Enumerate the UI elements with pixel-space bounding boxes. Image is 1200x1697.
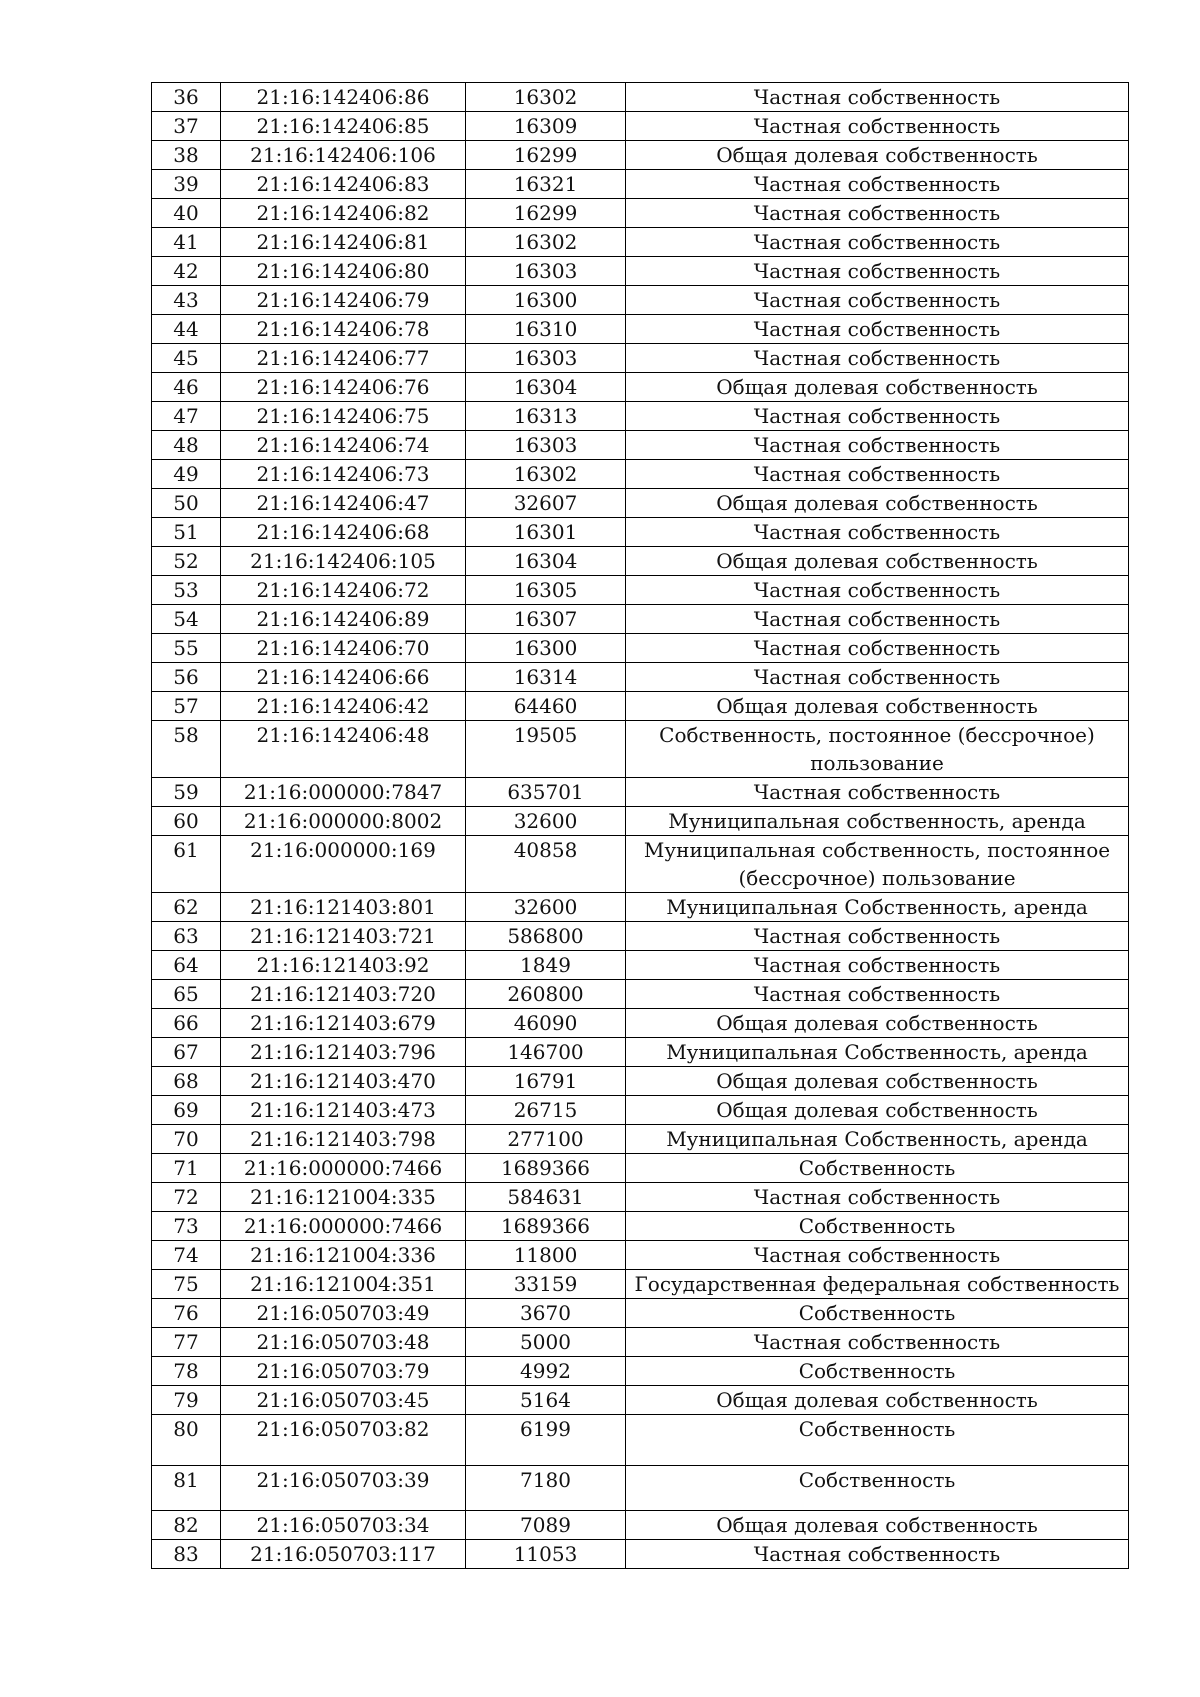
row-number-cell: 46: [152, 373, 221, 402]
cadastral-number-cell: 21:16:142406:83: [221, 170, 466, 199]
table-row: [152, 951, 1129, 980]
area-cell: 1689366: [466, 1154, 626, 1183]
area-cell: 16305: [466, 576, 626, 605]
right-type-cell: Частная собственность: [626, 1183, 1129, 1212]
area-cell: 40858: [466, 836, 626, 893]
right-type-cell: Частная собственность: [626, 315, 1129, 344]
right-type-cell: Собственность: [626, 1299, 1129, 1328]
cadastral-number-cell: 21:16:142406:70: [221, 634, 466, 663]
right-type-cell: Собственность, постоянное (бессрочное) пользование: [626, 721, 1129, 778]
row-number-cell: 42: [152, 257, 221, 286]
land-plots-table: [151, 82, 1129, 1569]
area-cell: 32607: [466, 489, 626, 518]
table-row: [152, 83, 1129, 112]
right-type-cell: Частная собственность: [626, 199, 1129, 228]
row-number-cell: 74: [152, 1241, 221, 1270]
row-number-cell: 61: [152, 836, 221, 893]
row-number-cell: 50: [152, 489, 221, 518]
table-row: [152, 1270, 1129, 1299]
cadastral-number-cell: 21:16:142406:68: [221, 518, 466, 547]
area-cell: 16302: [466, 83, 626, 112]
table-row: [152, 1415, 1129, 1466]
cadastral-number-cell: 21:16:142406:89: [221, 605, 466, 634]
cadastral-number-cell: 21:16:050703:34: [221, 1511, 466, 1540]
right-type-cell: Собственность: [626, 1466, 1129, 1511]
area-cell: 16307: [466, 605, 626, 634]
row-number-cell: 69: [152, 1096, 221, 1125]
row-number-cell: 43: [152, 286, 221, 315]
table-row: [152, 257, 1129, 286]
cadastral-number-cell: 21:16:121403:801: [221, 893, 466, 922]
area-cell: 16313: [466, 402, 626, 431]
cadastral-number-cell: 21:16:000000:7466: [221, 1212, 466, 1241]
area-cell: 16314: [466, 663, 626, 692]
area-cell: 16302: [466, 228, 626, 257]
cadastral-number-cell: 21:16:142406:76: [221, 373, 466, 402]
area-cell: 16304: [466, 373, 626, 402]
area-cell: 32600: [466, 807, 626, 836]
row-number-cell: 52: [152, 547, 221, 576]
cadastral-number-cell: 21:16:142406:78: [221, 315, 466, 344]
area-cell: 16300: [466, 286, 626, 315]
table-row: [152, 460, 1129, 489]
cadastral-number-cell: 21:16:142406:47: [221, 489, 466, 518]
table-row: [152, 1386, 1129, 1415]
cadastral-number-cell: 21:16:142406:74: [221, 431, 466, 460]
table-row: [152, 518, 1129, 547]
row-number-cell: 75: [152, 1270, 221, 1299]
area-cell: 260800: [466, 980, 626, 1009]
row-number-cell: 77: [152, 1328, 221, 1357]
right-type-cell: Собственность: [626, 1212, 1129, 1241]
table-row: [152, 286, 1129, 315]
area-cell: 16303: [466, 431, 626, 460]
right-type-cell: Собственность: [626, 1415, 1129, 1466]
right-type-cell: Частная собственность: [626, 431, 1129, 460]
cadastral-number-cell: 21:16:142406:105: [221, 547, 466, 576]
right-type-cell: Частная собственность: [626, 257, 1129, 286]
cadastral-number-cell: 21:16:142406:86: [221, 83, 466, 112]
area-cell: 32600: [466, 893, 626, 922]
row-number-cell: 63: [152, 922, 221, 951]
table-row: [152, 922, 1129, 951]
area-cell: 584631: [466, 1183, 626, 1212]
right-type-cell: Общая долевая собственность: [626, 1386, 1129, 1415]
row-number-cell: 79: [152, 1386, 221, 1415]
table-row: [152, 344, 1129, 373]
cadastral-number-cell: 21:16:142406:106: [221, 141, 466, 170]
table-row: [152, 170, 1129, 199]
table-row: [152, 1067, 1129, 1096]
table-row: [152, 373, 1129, 402]
table-row: [152, 112, 1129, 141]
area-cell: 7089: [466, 1511, 626, 1540]
table-row: [152, 315, 1129, 344]
cadastral-number-cell: 21:16:050703:117: [221, 1540, 466, 1569]
cadastral-number-cell: 21:16:121403:798: [221, 1125, 466, 1154]
row-number-cell: 56: [152, 663, 221, 692]
right-type-cell: Частная собственность: [626, 1540, 1129, 1569]
cadastral-number-cell: 21:16:142406:66: [221, 663, 466, 692]
area-cell: 16299: [466, 199, 626, 228]
table-row: [152, 1183, 1129, 1212]
area-cell: 1689366: [466, 1212, 626, 1241]
cadastral-number-cell: 21:16:142406:48: [221, 721, 466, 778]
right-type-cell: Частная собственность: [626, 83, 1129, 112]
right-type-cell: Частная собственность: [626, 228, 1129, 257]
row-number-cell: 40: [152, 199, 221, 228]
cadastral-number-cell: 21:16:142406:77: [221, 344, 466, 373]
row-number-cell: 73: [152, 1212, 221, 1241]
row-number-cell: 36: [152, 83, 221, 112]
right-type-cell: Частная собственность: [626, 576, 1129, 605]
table-row: [152, 836, 1129, 893]
area-cell: 16304: [466, 547, 626, 576]
table-row: [152, 1328, 1129, 1357]
right-type-cell: Общая долевая собственность: [626, 547, 1129, 576]
right-type-cell: Муниципальная Собственность, аренда: [626, 1125, 1129, 1154]
area-cell: 16309: [466, 112, 626, 141]
table-row: [152, 141, 1129, 170]
cadastral-number-cell: 21:16:050703:39: [221, 1466, 466, 1511]
area-cell: 11053: [466, 1540, 626, 1569]
row-number-cell: 70: [152, 1125, 221, 1154]
right-type-cell: Частная собственность: [626, 286, 1129, 315]
cadastral-number-cell: 21:16:000000:7847: [221, 778, 466, 807]
right-type-cell: Государственная федеральная собственность: [626, 1270, 1129, 1299]
table-row: [152, 547, 1129, 576]
right-type-cell: Частная собственность: [626, 1328, 1129, 1357]
right-type-cell: Общая долевая собственность: [626, 1511, 1129, 1540]
table-body: [152, 83, 1129, 1569]
row-number-cell: 45: [152, 344, 221, 373]
area-cell: 16303: [466, 257, 626, 286]
cadastral-number-cell: 21:16:050703:82: [221, 1415, 466, 1466]
area-cell: 1849: [466, 951, 626, 980]
right-type-cell: Частная собственность: [626, 344, 1129, 373]
cadastral-number-cell: 21:16:142406:79: [221, 286, 466, 315]
row-number-cell: 37: [152, 112, 221, 141]
cadastral-number-cell: 21:16:050703:79: [221, 1357, 466, 1386]
area-cell: 16791: [466, 1067, 626, 1096]
cadastral-number-cell: 21:16:142406:80: [221, 257, 466, 286]
table-row: [152, 1241, 1129, 1270]
right-type-cell: Собственность: [626, 1154, 1129, 1183]
area-cell: 635701: [466, 778, 626, 807]
area-cell: 33159: [466, 1270, 626, 1299]
area-cell: 3670: [466, 1299, 626, 1328]
table-row: [152, 1540, 1129, 1569]
right-type-cell: Муниципальная Собственность, аренда: [626, 1038, 1129, 1067]
cadastral-number-cell: 21:16:142406:42: [221, 692, 466, 721]
right-type-cell: Частная собственность: [626, 663, 1129, 692]
table-row: [152, 1154, 1129, 1183]
row-number-cell: 53: [152, 576, 221, 605]
area-cell: 26715: [466, 1096, 626, 1125]
area-cell: 16303: [466, 344, 626, 373]
row-number-cell: 57: [152, 692, 221, 721]
cadastral-number-cell: 21:16:121004:336: [221, 1241, 466, 1270]
area-cell: 16301: [466, 518, 626, 547]
row-number-cell: 71: [152, 1154, 221, 1183]
row-number-cell: 81: [152, 1466, 221, 1511]
right-type-cell: Собственность: [626, 1357, 1129, 1386]
row-number-cell: 60: [152, 807, 221, 836]
table-row: [152, 605, 1129, 634]
right-type-cell: Муниципальная собственность, постоянное (бессрочное) пользование: [626, 836, 1129, 893]
area-cell: 19505: [466, 721, 626, 778]
right-type-cell: Частная собственность: [626, 518, 1129, 547]
table-row: [152, 1511, 1129, 1540]
table-row: [152, 228, 1129, 257]
table-row: [152, 1038, 1129, 1067]
cadastral-number-cell: 21:16:121004:335: [221, 1183, 466, 1212]
row-number-cell: 78: [152, 1357, 221, 1386]
table-row: [152, 1212, 1129, 1241]
cadastral-number-cell: 21:16:000000:7466: [221, 1154, 466, 1183]
row-number-cell: 65: [152, 980, 221, 1009]
row-number-cell: 48: [152, 431, 221, 460]
cadastral-number-cell: 21:16:000000:169: [221, 836, 466, 893]
row-number-cell: 54: [152, 605, 221, 634]
cadastral-number-cell: 21:16:142406:75: [221, 402, 466, 431]
right-type-cell: Частная собственность: [626, 951, 1129, 980]
cadastral-number-cell: 21:16:050703:49: [221, 1299, 466, 1328]
table-row: [152, 893, 1129, 922]
table-row: [152, 692, 1129, 721]
right-type-cell: Муниципальная собственность, аренда: [626, 807, 1129, 836]
right-type-cell: Общая долевая собственность: [626, 141, 1129, 170]
cadastral-number-cell: 21:16:121403:721: [221, 922, 466, 951]
area-cell: 146700: [466, 1038, 626, 1067]
row-number-cell: 49: [152, 460, 221, 489]
row-number-cell: 80: [152, 1415, 221, 1466]
row-number-cell: 68: [152, 1067, 221, 1096]
row-number-cell: 66: [152, 1009, 221, 1038]
table-row: [152, 1125, 1129, 1154]
table-row: [152, 778, 1129, 807]
right-type-cell: Частная собственность: [626, 980, 1129, 1009]
row-number-cell: 39: [152, 170, 221, 199]
row-number-cell: 76: [152, 1299, 221, 1328]
table-row: [152, 663, 1129, 692]
table-row: [152, 1009, 1129, 1038]
right-type-cell: Частная собственность: [626, 112, 1129, 141]
right-type-cell: Частная собственность: [626, 605, 1129, 634]
cadastral-number-cell: 21:16:121403:92: [221, 951, 466, 980]
table-row: [152, 1096, 1129, 1125]
row-number-cell: 51: [152, 518, 221, 547]
row-number-cell: 47: [152, 402, 221, 431]
area-cell: 16310: [466, 315, 626, 344]
right-type-cell: Общая долевая собственность: [626, 1067, 1129, 1096]
area-cell: 5000: [466, 1328, 626, 1357]
row-number-cell: 62: [152, 893, 221, 922]
right-type-cell: Общая долевая собственность: [626, 373, 1129, 402]
right-type-cell: Частная собственность: [626, 922, 1129, 951]
cadastral-number-cell: 21:16:121403:720: [221, 980, 466, 1009]
cadastral-number-cell: 21:16:142406:72: [221, 576, 466, 605]
area-cell: 4992: [466, 1357, 626, 1386]
cadastral-number-cell: 21:16:142406:82: [221, 199, 466, 228]
right-type-cell: Частная собственность: [626, 460, 1129, 489]
row-number-cell: 58: [152, 721, 221, 778]
area-cell: 16302: [466, 460, 626, 489]
row-number-cell: 67: [152, 1038, 221, 1067]
cadastral-number-cell: 21:16:121403:473: [221, 1096, 466, 1125]
right-type-cell: Общая долевая собственность: [626, 1096, 1129, 1125]
cadastral-number-cell: 21:16:050703:45: [221, 1386, 466, 1415]
area-cell: 7180: [466, 1466, 626, 1511]
row-number-cell: 72: [152, 1183, 221, 1212]
right-type-cell: Частная собственность: [626, 170, 1129, 199]
table-row: [152, 489, 1129, 518]
cadastral-number-cell: 21:16:050703:48: [221, 1328, 466, 1357]
table-row: [152, 576, 1129, 605]
row-number-cell: 55: [152, 634, 221, 663]
table-row: [152, 634, 1129, 663]
right-type-cell: Частная собственность: [626, 1241, 1129, 1270]
cadastral-number-cell: 21:16:142406:85: [221, 112, 466, 141]
cadastral-number-cell: 21:16:121403:796: [221, 1038, 466, 1067]
right-type-cell: Общая долевая собственность: [626, 1009, 1129, 1038]
area-cell: 6199: [466, 1415, 626, 1466]
area-cell: 16321: [466, 170, 626, 199]
area-cell: 277100: [466, 1125, 626, 1154]
area-cell: 64460: [466, 692, 626, 721]
cadastral-number-cell: 21:16:000000:8002: [221, 807, 466, 836]
table-row: [152, 1357, 1129, 1386]
right-type-cell: Частная собственность: [626, 778, 1129, 807]
row-number-cell: 38: [152, 141, 221, 170]
row-number-cell: 82: [152, 1511, 221, 1540]
table-row: [152, 1466, 1129, 1511]
cadastral-number-cell: 21:16:142406:73: [221, 460, 466, 489]
table-row: [152, 1299, 1129, 1328]
cadastral-number-cell: 21:16:142406:81: [221, 228, 466, 257]
right-type-cell: Общая долевая собственность: [626, 692, 1129, 721]
row-number-cell: 41: [152, 228, 221, 257]
cadastral-number-cell: 21:16:121004:351: [221, 1270, 466, 1299]
area-cell: 16300: [466, 634, 626, 663]
area-cell: 586800: [466, 922, 626, 951]
area-cell: 11800: [466, 1241, 626, 1270]
row-number-cell: 59: [152, 778, 221, 807]
table-row: [152, 807, 1129, 836]
right-type-cell: Муниципальная Собственность, аренда: [626, 893, 1129, 922]
right-type-cell: Частная собственность: [626, 402, 1129, 431]
area-cell: 5164: [466, 1386, 626, 1415]
area-cell: 46090: [466, 1009, 626, 1038]
row-number-cell: 64: [152, 951, 221, 980]
table-row: [152, 980, 1129, 1009]
row-number-cell: 83: [152, 1540, 221, 1569]
table-row: [152, 721, 1129, 778]
cadastral-number-cell: 21:16:121403:470: [221, 1067, 466, 1096]
row-number-cell: 44: [152, 315, 221, 344]
cadastral-number-cell: 21:16:121403:679: [221, 1009, 466, 1038]
table-row: [152, 199, 1129, 228]
area-cell: 16299: [466, 141, 626, 170]
table-row: [152, 402, 1129, 431]
right-type-cell: Частная собственность: [626, 634, 1129, 663]
table-row: [152, 431, 1129, 460]
right-type-cell: Общая долевая собственность: [626, 489, 1129, 518]
